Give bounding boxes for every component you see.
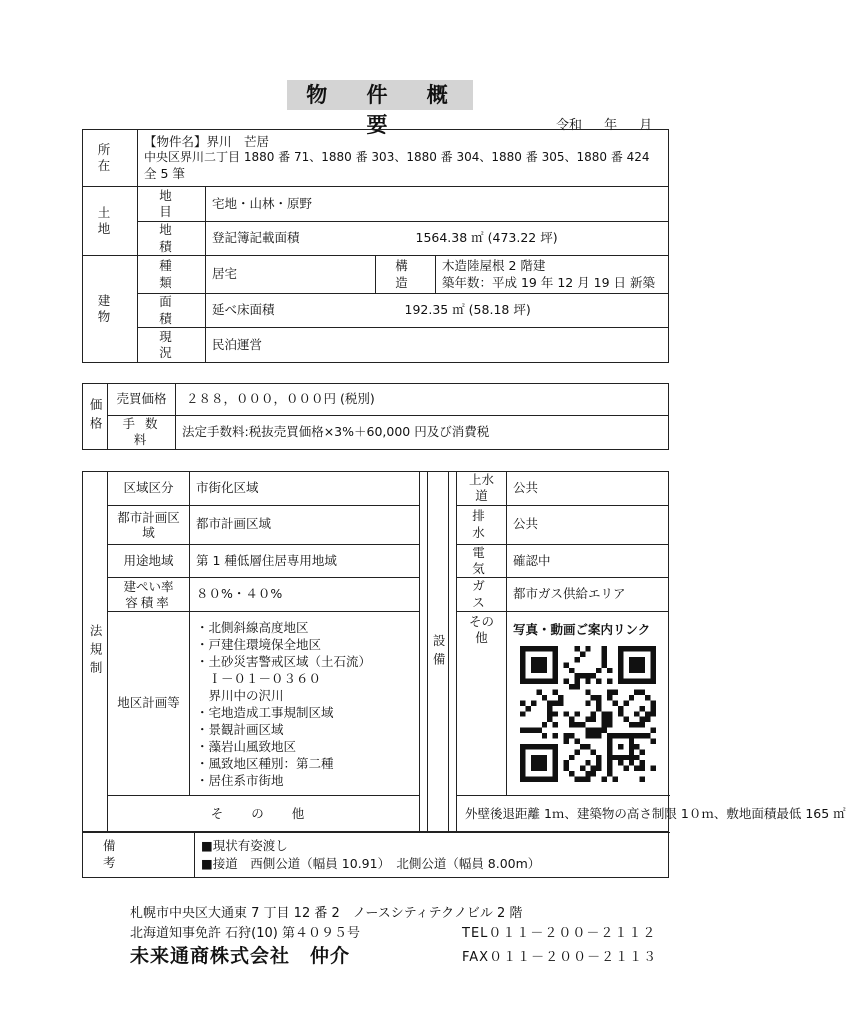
qr-caption: 写真・動画ご案内リンク (513, 622, 651, 637)
building-label: 建 物 (83, 256, 138, 363)
land-category-value: 宅地・山林・原野 (206, 187, 669, 222)
property-table (82, 129, 669, 363)
ratio-value: ８０%・４０% (190, 578, 420, 612)
facility-bracket-left (420, 472, 428, 833)
price-table (82, 383, 669, 450)
floor-area-value: 192.35 ㎡ (58.18 坪) (404, 302, 531, 318)
power-label: 電 気 (457, 544, 507, 578)
land-area-value: 1564.38 ㎡ (473.22 坪) (415, 230, 558, 246)
zone-value: 市街化区域 (190, 472, 420, 506)
use-zone-value: 第 1 種低層住居専用地域 (190, 544, 420, 578)
floor-area-desc: 延べ床面積 (212, 302, 275, 318)
remarks-table (82, 831, 669, 878)
price-group-label: 価格 (83, 384, 108, 450)
gas-label: ガ ス (457, 578, 507, 612)
remarks-cell (195, 832, 669, 878)
water-value: 公共 (507, 472, 669, 506)
district-plan-label: 地区計画等 (108, 612, 190, 796)
type-value: 居宅 (206, 256, 376, 294)
price-label: 売買価格 (108, 384, 176, 416)
price-value: ２８８，０００，０００円 (税別) (176, 384, 669, 416)
district-plan-item: ・藻岩山風致地区 (196, 738, 297, 754)
facility-other-label: その他 (457, 612, 507, 796)
location-label: 所 在 (83, 130, 138, 187)
telephone: TEL０１１－２００－２１１２ (462, 926, 657, 941)
other-regulation-value: 外壁後退距離 1ｍ、建築物の高さ制限 1０ｍ、敷地面積最低 165 ㎡ (457, 796, 669, 833)
fee-label: 手 数 料 (108, 416, 176, 450)
land-area-label: 地 積 (138, 222, 206, 256)
regulation-table (82, 471, 846, 833)
district-plan-item: 界川中の沢川 (196, 687, 284, 703)
other-regulation-label: そ の 他 (108, 796, 420, 833)
location-cell (138, 130, 669, 187)
district-plan-item: ・景観計画区域 (196, 721, 284, 737)
status-value: 民泊運営 (206, 328, 669, 363)
remarks-line-1: ■現状有姿渡し (201, 837, 288, 853)
district-plan-item: ・風致地区種別：第二種 (196, 755, 334, 771)
district-plan-item: ・宅地造成工事規制区域 (196, 704, 334, 720)
fee-value: 法定手数料:税抜売買価格×3%＋60,000 円及び消費税 (176, 416, 669, 450)
city-plan-label: 都市計画区域 (108, 505, 190, 544)
ratio-label-cell (108, 578, 190, 612)
district-plan-list (190, 612, 420, 796)
facility-bracket-right (449, 472, 457, 833)
remarks-line-2: ■接道 西側公道（幅員 10.91） 北側公道（幅員 8.00m） (201, 855, 541, 871)
fax: FAX０１１－２００－２１１３ (462, 950, 658, 965)
district-plan-item: Ｉ－０１－０３６０ (196, 670, 322, 686)
qr-code-icon (520, 646, 656, 782)
floor-area-label: 面 積 (138, 294, 206, 328)
license-number: 北海道知事免許 石狩(10) 第４０９５号 (130, 926, 360, 941)
floor-ratio-label: 容積率 (125, 594, 172, 610)
district-plan-item: ・土砂災害警戒区域（土石流） (196, 653, 372, 669)
power-value: 確認中 (507, 544, 669, 578)
gas-value: 都市ガス供給エリア (507, 578, 669, 612)
coverage-ratio-label: 建ぺい率 (123, 578, 174, 594)
construction-date: 築年数：平成 19 年 12 月 19 日 新築 (442, 274, 656, 290)
land-category-label: 地 目 (138, 187, 206, 222)
structure-label: 構 造 (376, 256, 436, 294)
qr-code[interactable] (520, 646, 656, 782)
lot-count: 全 5 筆 (144, 165, 185, 181)
drain-label: 排 水 (457, 505, 507, 544)
company-address: 札幌市中央区大通東 7 丁目 12 番 2 ノースシティテクノビル 2 階 (130, 906, 523, 921)
type-label: 種 類 (138, 256, 206, 294)
water-label: 上水道 (457, 472, 507, 506)
zone-label: 区域区分 (108, 472, 190, 506)
document-date: 令和 年 月 (556, 118, 653, 133)
property-name: 【物件名】界川 芒居 (144, 133, 270, 149)
land-area-cell (206, 222, 669, 256)
facilities-group-label: 設備 (428, 472, 449, 833)
property-address: 中央区界川二丁目 1880 番 71、1880 番 303、1880 番 304、1880 番 305、1880 番 424 (144, 150, 650, 165)
district-plan-item: ・北側斜線高度地区 (196, 619, 309, 635)
use-zone-label: 用途地域 (108, 544, 190, 578)
land-label: 土 地 (83, 187, 138, 256)
company-name: 未来通商株式会社 仲介 (130, 945, 351, 967)
document-title: 物 件 概 要 (287, 80, 473, 110)
floor-area-cell (206, 294, 669, 328)
drain-value: 公共 (507, 505, 669, 544)
structure-cell (436, 256, 669, 294)
structure-type: 木造陸屋根 2 階建 (442, 258, 546, 274)
district-plan-item: ・戸建住環境保全地区 (196, 636, 322, 652)
status-label: 現 況 (138, 328, 206, 363)
remarks-label: 備 考 (83, 832, 195, 878)
district-plan-item: ・居住系市街地 (196, 772, 284, 788)
qr-cell (507, 612, 669, 796)
regulation-group-label: 法規制 (83, 472, 108, 833)
city-plan-value: 都市計画区域 (190, 505, 420, 544)
land-area-desc: 登記簿記載面積 (212, 230, 300, 246)
